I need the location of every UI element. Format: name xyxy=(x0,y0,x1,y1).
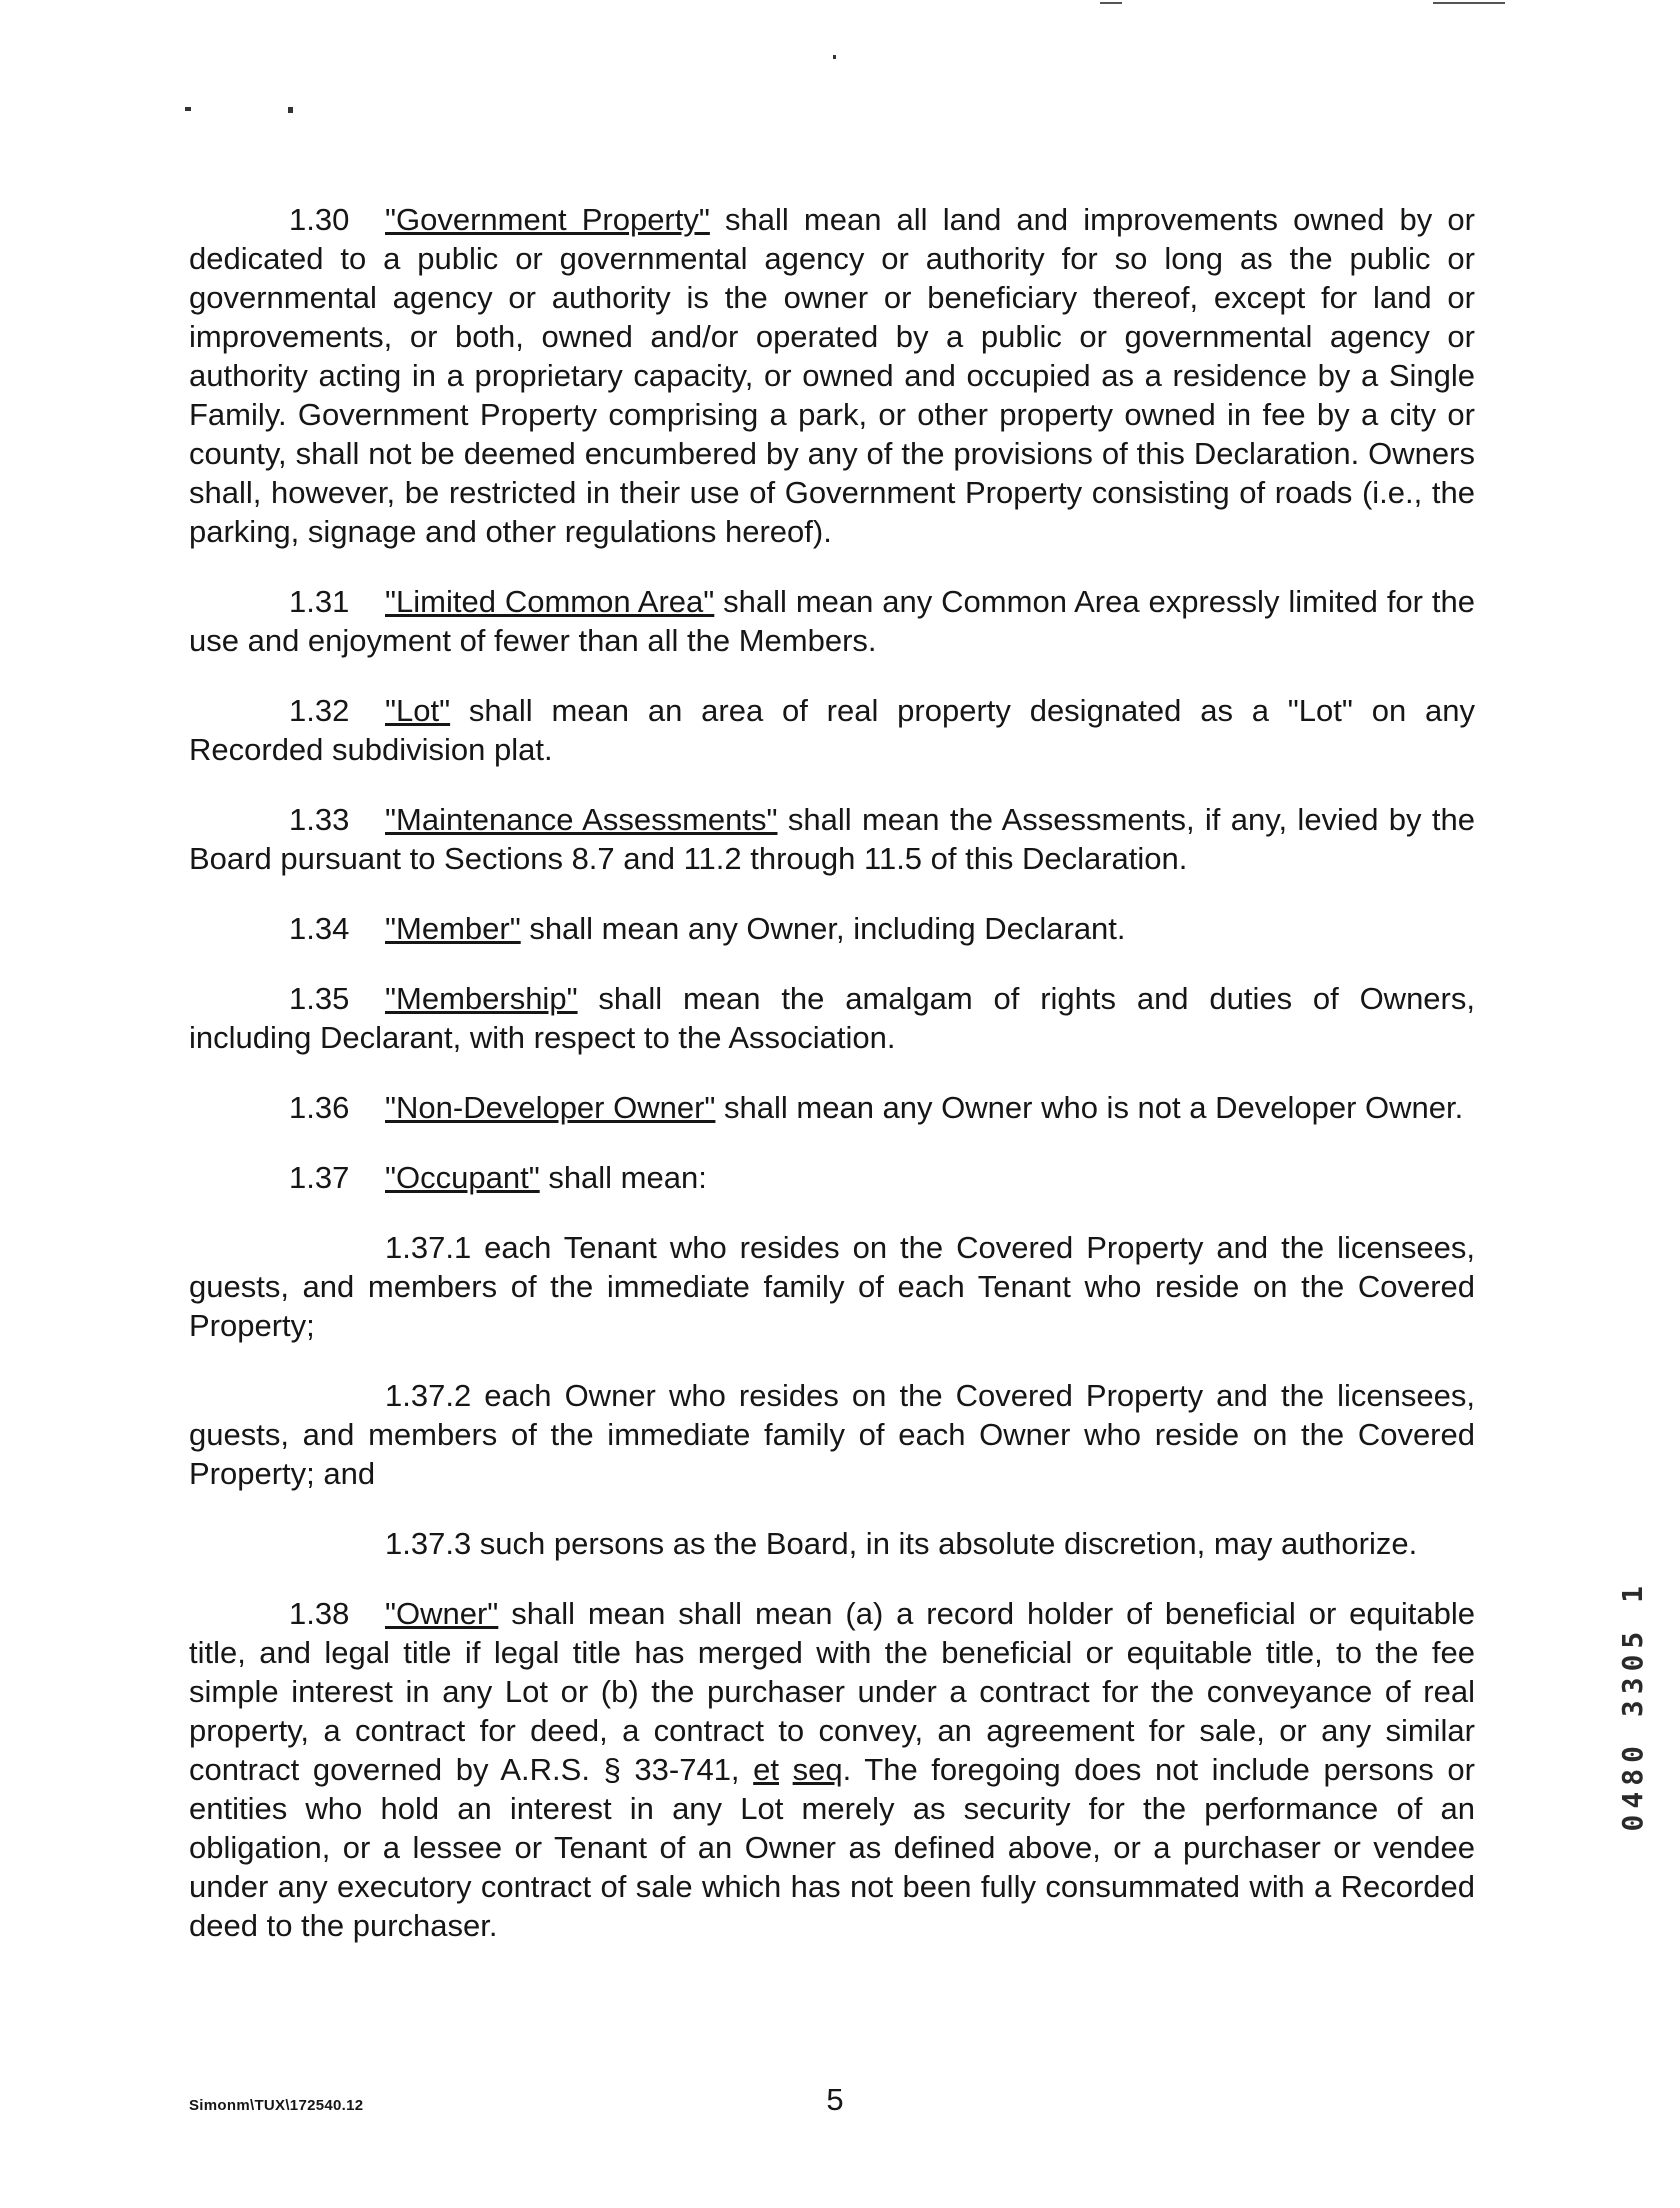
scan-speck xyxy=(185,107,191,111)
section-number: 1.34 xyxy=(289,911,350,946)
definition-paragraph xyxy=(189,800,1475,878)
defined-term: "Limited Common Area" xyxy=(385,584,715,619)
file-reference: Simonm\TUX\172540.12 xyxy=(189,2097,364,2114)
definition-text: shall mean all land and improvements owned by or dedicated to a public or governmental agency or authority for so long as the public or governmental agency or authority is the owner or beneficiary thereof, except for land or improvements, or both, owned and/or operated by a public or governmental agency or authority acting in a proprietary capacity, or owned and occupied as a residence by a Single Family. Government Property comprising a park, or other property owned in fee by a city or county, shall not be deemed encumbered by any of the provisions of this Declaration. Owners shall, however, be restricted in their use of Government Property consisting of roads (i.e., the parking, signage and other regulations hereof). xyxy=(189,202,1475,549)
scan-speck xyxy=(833,55,836,59)
section-number: 1.32 xyxy=(289,693,350,728)
section-number: 1.33 xyxy=(289,802,350,837)
defined-term: "Non-Developer Owner" xyxy=(385,1090,716,1125)
definition-text: shall mean any Owner who is not a Developer Owner. xyxy=(715,1090,1464,1125)
defined-term: "Member" xyxy=(385,911,521,946)
section-number: 1.36 xyxy=(289,1090,350,1125)
section-number: 1.30 xyxy=(289,202,350,237)
definition-paragraph xyxy=(189,691,1475,769)
section-number: 1.35 xyxy=(289,981,350,1016)
section-number: 1.38 xyxy=(289,1596,350,1631)
defined-term: "Owner" xyxy=(385,1596,499,1631)
definition-paragraph xyxy=(189,1088,1475,1127)
scan-mark-top-2 xyxy=(1433,2,1505,4)
defined-term: "Maintenance Assessments" xyxy=(385,802,778,837)
subparagraph: 1.37.1 each Tenant who resides on the Covered Property and the licensees, guests, and members of the immediate family of each Tenant who reside on the Covered Property; xyxy=(189,1230,1475,1343)
document-body xyxy=(189,200,1475,1976)
defined-term: "Government Property" xyxy=(385,202,710,237)
definition-paragraph xyxy=(189,979,1475,1057)
definition-text: shall mean any Owner, including Declarant. xyxy=(520,911,1126,946)
latin-citation-et: et xyxy=(753,1752,780,1787)
definition-text: shall mean an area of real property designated as a "Lot" on any Recorded subdivision plat. xyxy=(189,693,1475,767)
definition-paragraph xyxy=(189,582,1475,660)
defined-term: "Lot" xyxy=(385,693,451,728)
latin-citation-seq: seq xyxy=(792,1752,843,1787)
scan-speck xyxy=(288,107,293,113)
definition-text: shall mean the amalgam of rights and duties of Owners, including Declarant, with respect to the Association. xyxy=(189,981,1475,1055)
section-number: 1.37 xyxy=(289,1160,350,1195)
scan-mark-top-1 xyxy=(1100,2,1122,4)
definition-text: shall mean the Assessments, if any, levied by the Board pursuant to Sections 8.7 and 11.2 through 11.5 of this Declaration. xyxy=(189,802,1475,876)
definition-paragraph xyxy=(189,200,1475,551)
section-number: 1.31 xyxy=(289,584,350,619)
definition-text: shall mean any Common Area expressly limited for the use and enjoyment of fewer than all the Members. xyxy=(189,584,1475,658)
defined-term: "Membership" xyxy=(385,981,578,1016)
definition-text: shall mean: xyxy=(539,1160,707,1195)
definition-paragraph xyxy=(189,909,1475,948)
subparagraph: 1.37.2 each Owner who resides on the Covered Property and the licensees, guests, and members of the immediate family of each Owner who reside on the Covered Property; and xyxy=(189,1378,1475,1491)
definition-text: shall mean shall mean (a) a record holder of beneficial or equitable title, and legal title if legal title has merged with the beneficial or equitable title, to the fee simple interest in any Lot or (b) the purchaser under a contract for the conveyance of real property, a contract for deed, a contract to convey, an agreement for sale, or any similar contract governed by A.R.S. § 33-741, xyxy=(189,1596,1475,1787)
recording-stamp: 0480 3305 1 xyxy=(1616,1580,1649,1832)
page-number: 5 xyxy=(826,2082,844,2117)
subparagraph: 1.37.3 such persons as the Board, in its absolute discretion, may authorize. xyxy=(385,1526,1418,1561)
defined-term: "Occupant" xyxy=(385,1160,540,1195)
definition-paragraph xyxy=(189,1594,1475,1945)
definition-paragraph xyxy=(189,1158,1475,1197)
definition-text: . The foregoing does not include persons or entities who hold an interest in any Lot merely as security for the performance of an obligation, or a lessee or Tenant of an Owner as defined above, or a purchaser or vendee under any executory contract of sale which has not been fully consummated with a Recorded deed to the purchaser. xyxy=(189,1752,1475,1943)
